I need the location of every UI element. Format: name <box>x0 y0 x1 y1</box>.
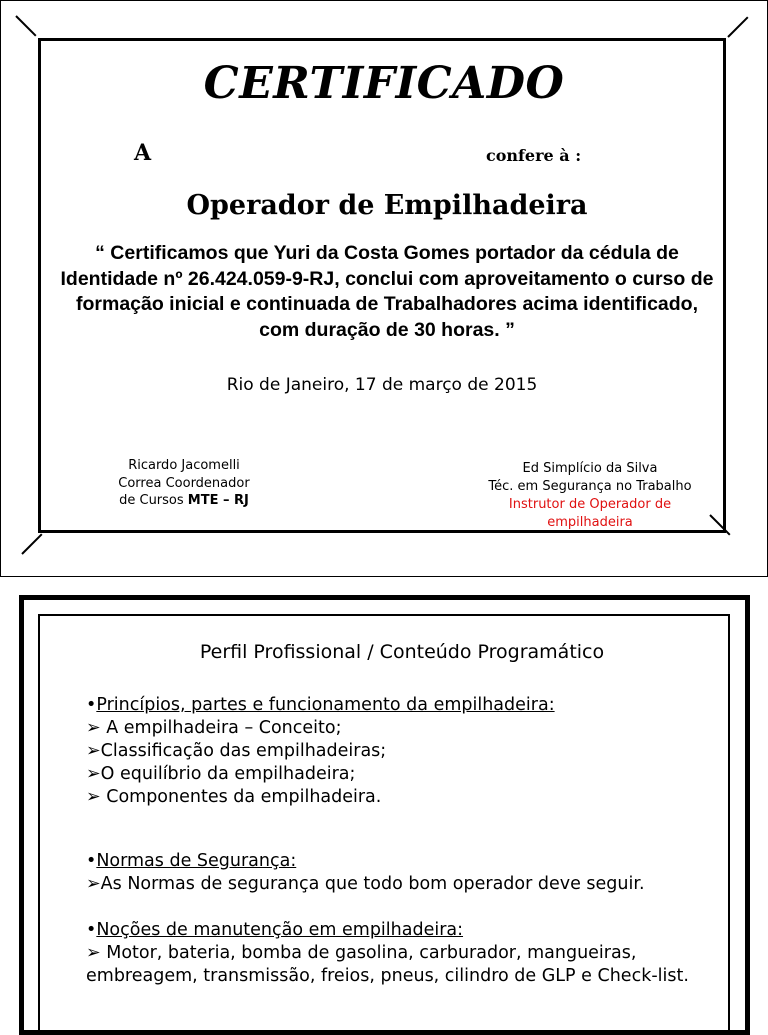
list-item: ➢ A empilhadeira – Conceito; <box>86 718 342 738</box>
section-heading: •Princípios, partes e funcionamento da empilhadeira: <box>86 695 555 715</box>
instructor-role-cont: empilhadeira <box>547 515 633 530</box>
section-heading: •Noções de manutenção em empilhadeira: <box>86 920 464 940</box>
issue-date: Rio de Janeiro, 17 de março de 2015 <box>226 375 538 395</box>
coordinator-org: de Cursos MTE – RJ <box>119 493 249 508</box>
coordinator-role: Correa Coordenador <box>118 475 250 491</box>
signature-instructor <box>462 460 718 532</box>
program-title: Perfil Profissional / Conteúdo Programático <box>199 641 605 663</box>
coordinator-name: Ricardo Jacomelli <box>128 458 240 473</box>
list-item: ➢ Motor, bateria, bomba de gasolina, carburador, mangueiras, embreagem, transmissão, freios, pneus, cilindro de GLP e Check-list. <box>86 943 689 986</box>
course-title: Operador de Empilhadeira <box>186 190 588 221</box>
confere-label: confere à : <box>486 146 582 165</box>
program-content <box>86 694 726 988</box>
section-heading: •Normas de Segurança: <box>86 851 297 871</box>
list-item: ➢As Normas de segurança que todo bom operador deve seguir. <box>86 874 645 894</box>
list-item: ➢Classificação das empilhadeiras; <box>86 741 387 761</box>
recipient-label-a: A <box>134 140 152 166</box>
instructor-title: Téc. em Segurança no Trabalho <box>488 479 692 494</box>
certificate-statement: “ Certificamos que Yuri da Costa Gomes portador da cédula de Identidade nº 26.424.059-9-RJ, conclui com aproveitamento o curso de formação inicial e continuada de Trabalhadores acima identificado, com duração de 30 horas. ” <box>60 242 714 341</box>
list-item: ➢O equilíbrio da empilhadeira; <box>86 764 356 784</box>
instructor-role: Instrutor de Operador de <box>508 497 672 512</box>
certificate-title: CERTIFICADO <box>203 58 565 109</box>
instructor-name: Ed Simplício da Silva <box>522 461 658 476</box>
list-item: ➢ Componentes da empilhadeira. <box>86 787 382 807</box>
signature-coordinator <box>84 457 284 510</box>
